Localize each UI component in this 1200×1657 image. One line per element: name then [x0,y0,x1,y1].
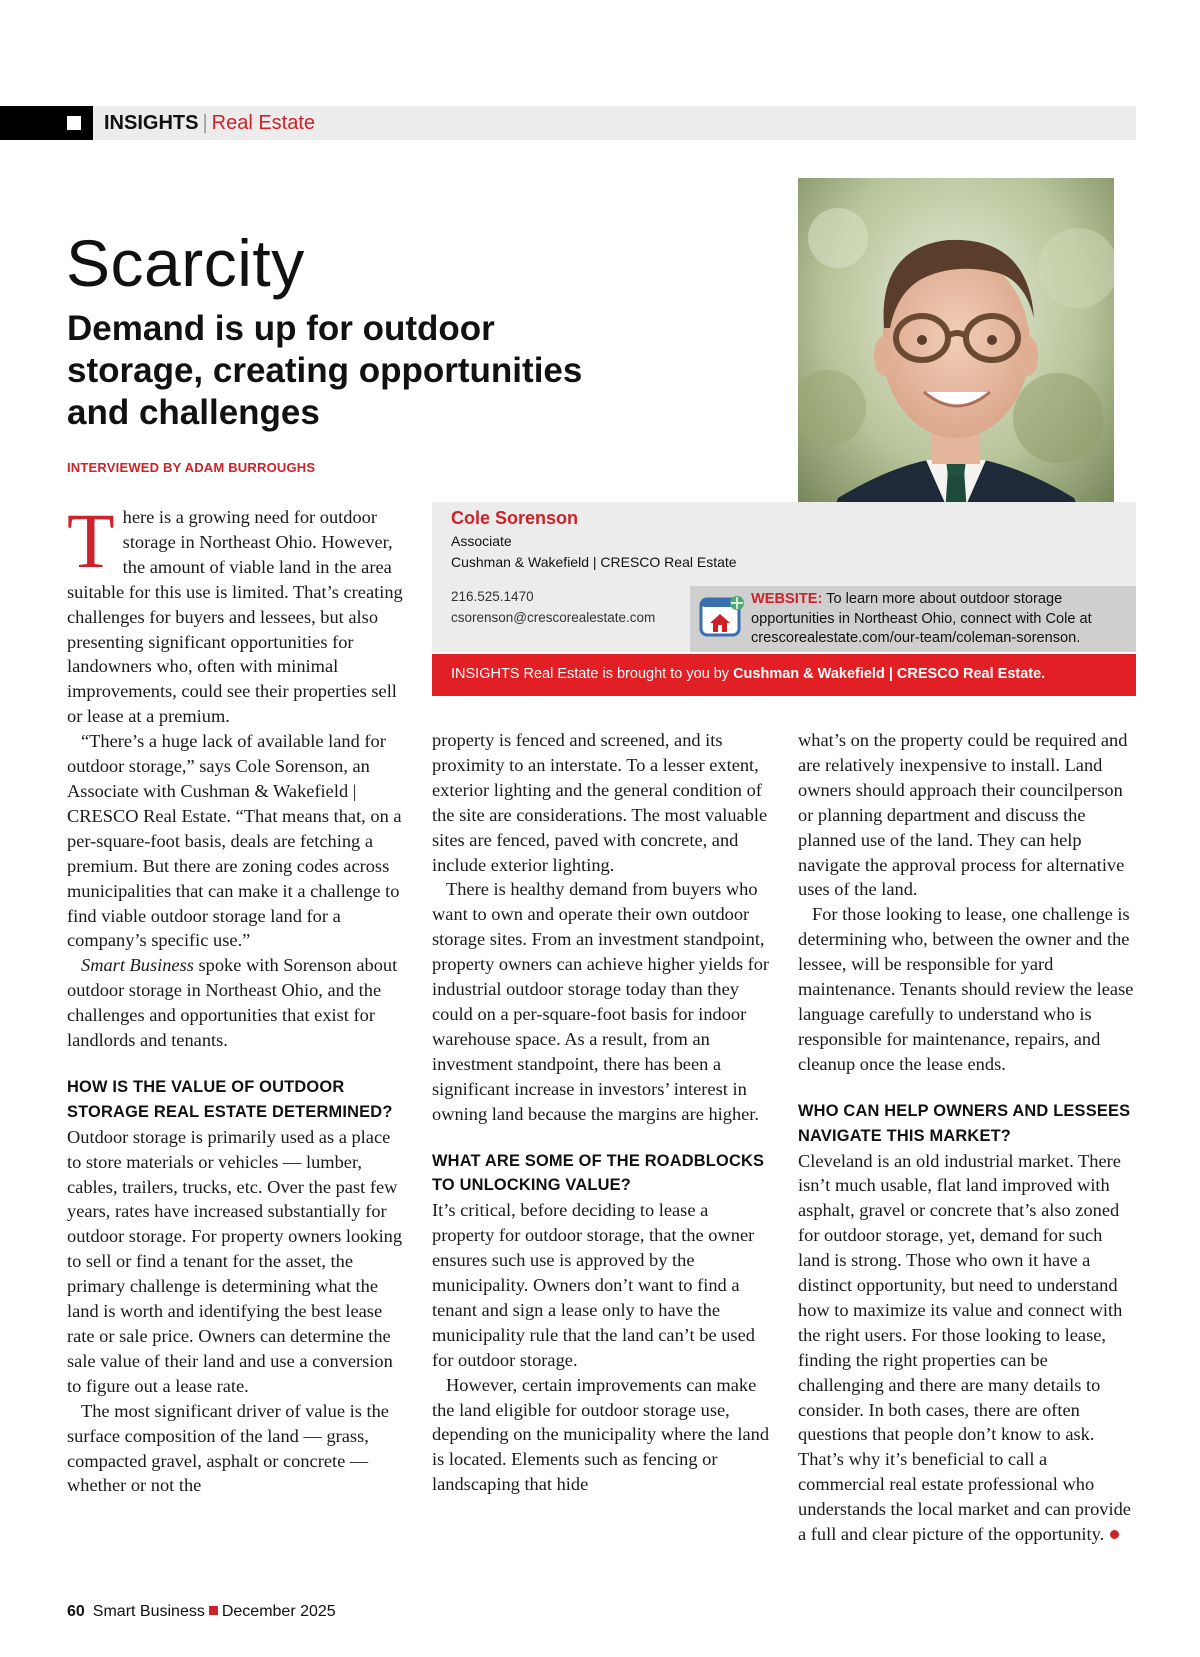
body-paragraph: Cleveland is an old industrial market. There isn’t much usable, flat land improved with asphalt, gravel or concrete that’s also zoned for outdoor storage, yet, demand for such land is strong. Those who own it have a distinct opportunity, but need to understand how to maximize its value and connect with the right users. For those looking to lease, finding the right properties can be challenging and there are many details to consider. In both cases, there are often questions that people don’t know to ask. That’s why it’s beneficial to call a commercial real estate professional who understands the local market and can provide a full and clear picture of the opportunity. [798,1150,1131,1545]
body-paragraph: However, certain improvements can make the land eligible for outdoor storage use, depending on the municipality where the land is located. Elements such as fencing or landscaping that hide [432,1374,770,1495]
sponsor-name: Cushman & Wakefield | CRESCO Real Estate. [733,666,1046,682]
section-heading: HOW IS THE VALUE OF OUTDOOR STORAGE REAL ESTATE DETERMINED? [67,1077,393,1121]
website-description: To learn more about outdoor storage opportunities in Northeast Ohio, connect with Cole at crescorealestate.com/our-team/coleman-sorenson. [751,591,1092,646]
body-paragraph: “There’s a huge lack of available land for outdoor storage,” says Cole Sorenson, an Associate with Cushman & Wakefield | CRESCO Real Estate. “That means that, on a per-square-foot basis, deals are fetching a premium. But there are zoning codes across municipalities that can make it a challenge to find viable outdoor storage land for a company’s specific use.” [67,731,402,951]
body-paragraph: what’s on the property could be required and are relatively inexpensive to install. Land owners should approach their councilperson or planning department and discuss the planned use of the land. They can help navigate the approval process for alternative uses of the land. [798,730,1128,900]
footer-publication: Smart Business [92,1603,205,1620]
article-title: Scarcity [66,226,305,300]
body-paragraph: property is fenced and screened, and its proximity to an interstate. To a lesser extent, exterior lighting and the general condition of the site are considerations. The most valuable sites are fenced, paved with concrete, and include exterior lighting. [432,730,768,875]
website-label: WEBSITE: [751,591,823,607]
section-heading: WHO CAN HELP OWNERS AND LESSEES NAVIGATE THIS MARKET? [798,1101,1131,1145]
publication-name: Smart Business [81,955,194,976]
contact-email[interactable]: csorenson@crescorealestate.com [451,610,656,625]
page-footer [67,1603,336,1621]
body-paragraph: The most significant driver of value is the surface composition of the land — grass, compacted gravel, asphalt or concrete — whether or not the [67,1400,389,1496]
sponsor-text [451,666,1045,682]
page-number: 60 [67,1603,85,1620]
article-byline: INTERVIEWED BY ADAM BURROUGHS [67,460,316,475]
contact-name: Cole Sorenson [451,508,579,528]
article-subtitle: Demand is up for outdoor storage, creating opportunities and challenges [67,309,583,432]
article-column-3 [798,728,1138,1547]
end-mark-icon [1110,1530,1119,1539]
contact-phone[interactable]: 216.525.1470 [451,589,534,604]
website-text[interactable] [751,590,1135,649]
body-paragraph: Outdoor storage is primarily used as a place to store materials or vehicles — lumber, cables, trailers, trucks, etc. Over the past few years, rates have increased substantially for outdoor storage. For property owners looking to sell or find a tenant for the asset, the primary challenge is determining what the land is worth and identifying the best lease rate or sale price. Owners can determine the sale value of their land and use a conversion to figure out a lease rate. [67,1126,403,1396]
header-square-icon [67,116,81,130]
section-name: INSIGHTS [104,112,199,134]
body-paragraph: There is a growing need for outdoor storage in Northeast Ohio. However, the amount of viable land in the area suitable for this use is limited. That’s creating challenges for buyers and lessees, but also presenting significant opportunities for landowners who, often with minimal improvements, could see their properties sell or lease at a premium. [67,497,403,727]
sponsor-prefix: INSIGHTS Real Estate is brought to you by [451,666,730,682]
body-paragraph: Smart Business spoke with Sorenson about outdoor storage in Northeast Ohio, and the challenges and opportunities that exist for landlords and tenants. [67,955,398,1051]
article-column-1 [67,497,407,1498]
website-house-icon [698,593,746,641]
section-heading: WHAT ARE SOME OF THE ROADBLOCKS TO UNLOCKING VALUE? [432,1151,765,1195]
header-separator: | [202,112,208,134]
body-paragraph: It’s critical, before deciding to lease a property for outdoor storage, that the owner ensures such use is approved by the municipality. Owners don’t want to find a tenant and sign a lease only to have the municipality rule that the land can’t be used for outdoor storage. [432,1200,755,1370]
portrait-photo [798,178,1114,556]
drop-cap: T [67,497,115,584]
contact-company: Cushman & Wakefield | CRESCO Real Estate [451,554,737,570]
article-column-2 [432,728,772,1497]
footer-date: December 2025 [221,1603,336,1620]
footer-square-icon [209,1606,218,1615]
body-paragraph: For those looking to lease, one challenge is determining who, between the owner and the lessee, will be responsible for yard maintenance. Tenants should review the lease language carefully to understand who is responsible for maintenance, repairs, and cleanup once the lease ends. [798,904,1134,1074]
section-topic: Real Estate [211,112,316,134]
section-header [104,110,315,136]
contact-title: Associate [451,533,512,549]
body-paragraph: There is healthy demand from buyers who want to own and operate their own outdoor storage sites. From an investment standpoint, property owners can achieve higher yields for industrial outdoor storage today than they could on a per-square-foot basis for indoor warehouse space. As a result, from an investment standpoint, there has been a significant increase in investors’ interest in owning land because the margins are higher. [432,879,770,1124]
